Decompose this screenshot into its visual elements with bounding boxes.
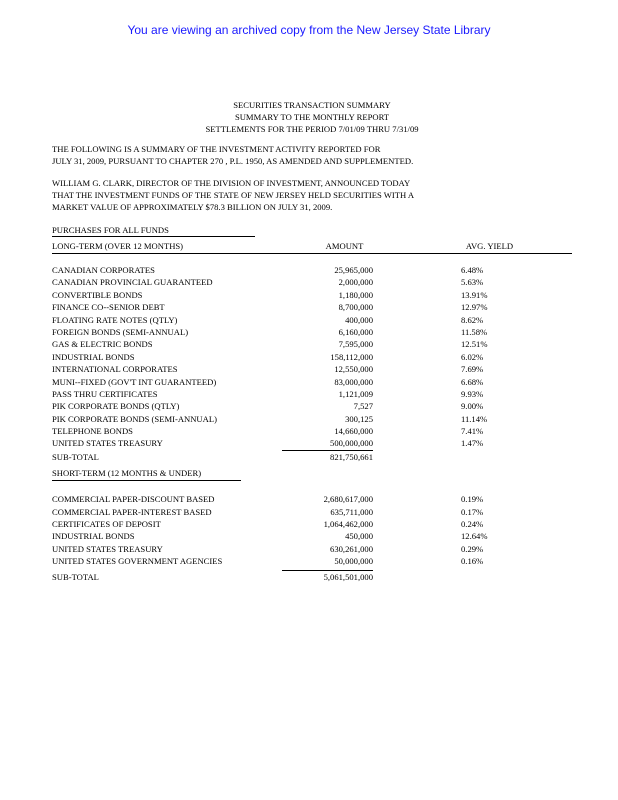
row-amount: 6,160,000 [338,326,373,337]
long-term-table [52,264,572,463]
table-row [52,530,572,542]
table-row [52,351,572,363]
report-document [52,99,572,583]
table-row [52,338,572,350]
title-line-2: SUMMARY TO THE MONTHLY REPORT [234,112,390,122]
table-row [52,543,572,555]
subtotal-label: SUB-TOTAL [52,451,99,462]
row-desc: COMMERCIAL PAPER-DISCOUNT BASED [52,494,215,505]
row-yield: 9.93% [461,388,484,399]
row-yield: 12.64% [461,531,488,542]
row-yield: 8.62% [461,314,484,325]
row-desc: INTERNATIONAL CORPORATES [52,364,178,375]
row-yield: 1.47% [461,438,484,449]
row-desc: UNITED STATES TREASURY [52,438,163,449]
row-desc: COMMERCIAL PAPER-INTEREST BASED [52,506,212,517]
row-desc: UNITED STATES TREASURY [52,543,163,554]
long-term-label: LONG-TERM (OVER 12 MONTHS) [52,240,282,254]
row-desc: INDUSTRIAL BONDS [52,531,135,542]
row-desc: CONVERTIBLE BONDS [52,289,143,300]
row-amount: 14,660,000 [334,426,373,437]
title-line-3: SETTLEMENTS FOR THE PERIOD 7/01/09 THRU 7/31/09 [205,124,419,134]
row-desc: CANADIAN CORPORATES [52,265,155,275]
row-amount: 7,595,000 [338,339,373,350]
row-yield: 11.58% [461,326,488,337]
table-row [52,493,572,505]
row-amount: 400,000 [345,314,373,325]
row-desc: CANADIAN PROVINCIAL GUARANTEED [52,277,213,288]
table-row [52,518,572,530]
row-desc: PIK CORPORATE BONDS (QTLY) [52,401,180,412]
purchases-title: PURCHASES FOR ALL FUNDS [52,224,255,237]
row-yield: 11.14% [461,413,488,424]
row-desc: UNITED STATES GOVERNMENT AGENCIES [52,556,223,567]
subtotal-label: SUB-TOTAL [52,571,99,582]
row-amount: 450,000 [345,531,373,542]
intro-paragraph [52,143,572,167]
row-desc: TELEPHONE BONDS [52,426,133,437]
row-amount: 1,180,000 [338,289,373,300]
row-yield: 0.29% [461,543,484,554]
row-yield: 7.69% [461,364,484,375]
table-row [52,289,572,301]
title-line-1: SECURITIES TRANSACTION SUMMARY [233,100,391,110]
announce-line-2: THAT THE INVESTMENT FUNDS OF THE STATE OF NEW JERSEY HELD SECURITIES WITH A [52,190,415,200]
announce-line-1: WILLIAM G. CLARK, DIRECTOR OF THE DIVISION OF INVESTMENT, ANNOUNCED TODAY [52,178,411,188]
row-yield: 12.97% [461,302,488,313]
row-amount: 158,112,000 [330,351,373,362]
table-row [52,425,572,437]
row-amount: 1,064,462,000 [323,519,373,530]
row-yield: 0.19% [461,494,484,505]
row-yield: 5.63% [461,277,484,288]
row-yield: 0.16% [461,556,484,567]
table-row [52,555,572,567]
row-desc: FOREIGN BONDS (SEMI-ANNUAL) [52,326,189,337]
short-term-header [52,467,572,479]
report-title [52,99,572,135]
table-row [52,413,572,425]
row-amount: 12,550,000 [334,364,373,375]
announce-line-3: MARKET VALUE OF APPROXIMATELY $78.3 BILLION ON JULY 31, 2009. [52,202,333,212]
row-desc: MUNI--FIXED (GOV'T INT GUARANTEED) [52,376,217,387]
row-yield: 6.02% [461,351,484,362]
row-desc: CERTIFICATES OF DEPOSIT [52,519,161,530]
row-amount: 500,000,000 [330,438,373,449]
row-amount: 2,680,617,000 [323,494,373,505]
row-desc: PIK CORPORATE BONDS (SEMI-ANNUAL) [52,413,217,424]
row-yield: 6.68% [461,376,484,387]
short-term-table [52,493,572,583]
row-yield: 0.17% [461,506,484,517]
row-desc: INDUSTRIAL BONDS [52,351,135,362]
row-yield: 12.51% [461,339,488,350]
table-row [52,276,572,288]
announcement-paragraph [52,177,572,213]
row-yield: 0.24% [461,519,484,530]
row-amount: 7,527 [353,401,373,412]
row-amount: 300,125 [345,413,373,424]
row-amount: 50,000,000 [334,556,373,567]
row-desc: FINANCE CO--SENIOR DEBT [52,302,165,313]
row-yield: 13.91% [461,289,488,300]
short-term-label: SHORT-TERM (12 MONTHS & UNDER) [52,467,241,481]
row-amount: 1,121,009 [338,388,373,399]
subtotal-amount: 821,750,661 [330,451,373,462]
table-row [52,376,572,388]
row-desc: PASS THRU CERTIFICATES [52,388,158,399]
table-row [52,301,572,313]
row-amount: 83,000,000 [334,376,373,387]
table-row [52,326,572,338]
row-amount: 2,000,000 [338,277,373,288]
table-row [52,264,572,276]
row-yield: 7.41% [461,426,484,437]
short-term-subtotal-row [52,571,572,583]
intro-line-2: JULY 31, 2009, PURSUANT TO CHAPTER 270 , P.L. 1950, AS AMENDED AND SUPPLEMENTED. [52,156,414,166]
row-amount: 630,261,000 [330,543,373,554]
table-row [52,314,572,326]
row-desc: FLOATING RATE NOTES (QTLY) [52,314,178,325]
subtotal-amount: 5,061,501,000 [323,571,373,582]
table-row [52,363,572,375]
row-amount: 8,700,000 [338,302,373,313]
row-amount: 25,965,000 [334,265,373,275]
table-row [52,506,572,518]
row-desc: GAS & ELECTRIC BONDS [52,339,153,350]
yield-header: AVG. YIELD [407,240,572,254]
table-row [52,437,572,449]
row-yield: 6.48% [461,265,484,275]
amount-header: AMOUNT [282,240,407,254]
row-amount: 635,711,000 [330,506,373,517]
row-yield: 9.00% [461,401,484,412]
archive-banner: You are viewing an archived copy from the New Jersey State Library [127,23,491,37]
long-term-header [52,240,572,252]
table-row [52,400,572,412]
intro-line-1: THE FOLLOWING IS A SUMMARY OF THE INVESTMENT ACTIVITY REPORTED FOR [52,144,381,154]
long-term-subtotal-row [52,450,572,463]
table-row [52,388,572,400]
